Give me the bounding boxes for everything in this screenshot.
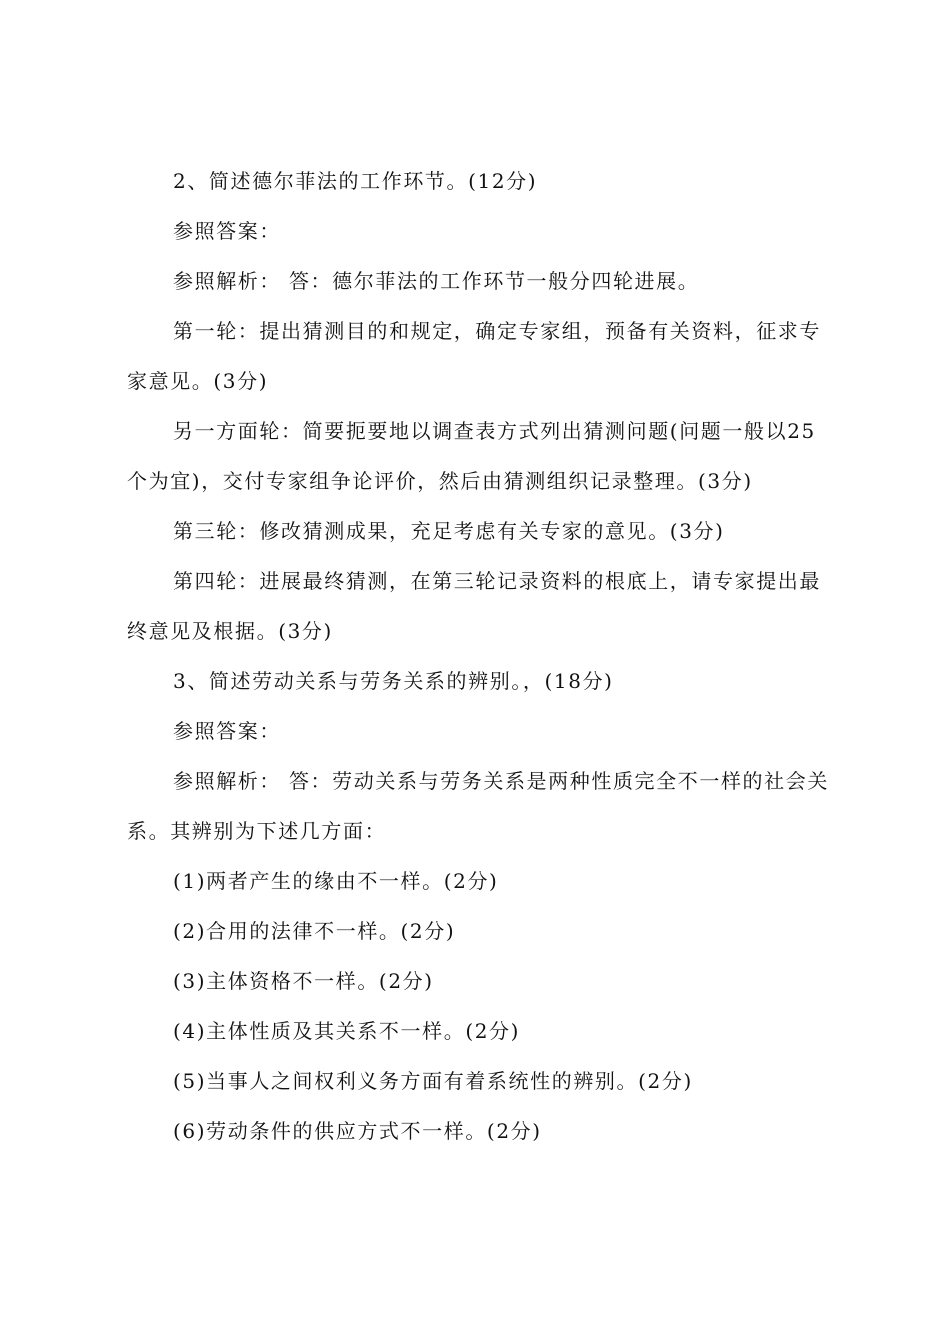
list-item: (4)主体性质及其关系不一样。(2分) [173, 1019, 521, 1043]
round-four-text: 第四轮：进展最终猜测，在第三轮记录资料的根底上，请专家提出最终意见及根据。(3分) [127, 569, 821, 643]
reference-answer-label: 参照答案： [173, 719, 281, 743]
list-item: (3)主体资格不一样。(2分) [173, 969, 434, 993]
question-2-heading: 2、简述德尔菲法的工作环节。(12分) [173, 169, 538, 193]
reference-analysis: 参照解析： 答：劳动关系与劳务关系是两种性质完全不一样的社会关系。其辨别为下述几方面： [127, 769, 829, 843]
list-item: (1)两者产生的缘由不一样。(2分) [173, 869, 499, 893]
round-one-text: 第一轮：提出猜测目的和规定，确定专家组，预备有关资料，征求专家意见。(3分) [127, 319, 821, 393]
question-3-heading: 3、简述劳动关系与劳务关系的辨别。，(18分) [173, 669, 614, 693]
list-item: (6)劳动条件的供应方式不一样。(2分) [173, 1119, 542, 1143]
document-body [127, 156, 833, 1156]
list-item: (2)合用的法律不一样。(2分) [173, 919, 456, 943]
reference-analysis: 参照解析： 答：德尔菲法的工作环节一般分四轮进展。 [173, 269, 700, 293]
reference-answer-label: 参照答案： [173, 219, 281, 243]
round-two-text: 另一方面轮：简要扼要地以调查表方式列出猜测问题(问题一般以25个为宜)，交付专家组争论评价，然后由猜测组织记录整理。(3分) [127, 419, 816, 493]
round-three-text: 第三轮：修改猜测成果，充足考虑有关专家的意见。(3分) [173, 519, 725, 543]
list-item: (5)当事人之间权利义务方面有着系统性的辨别。(2分) [173, 1069, 693, 1093]
